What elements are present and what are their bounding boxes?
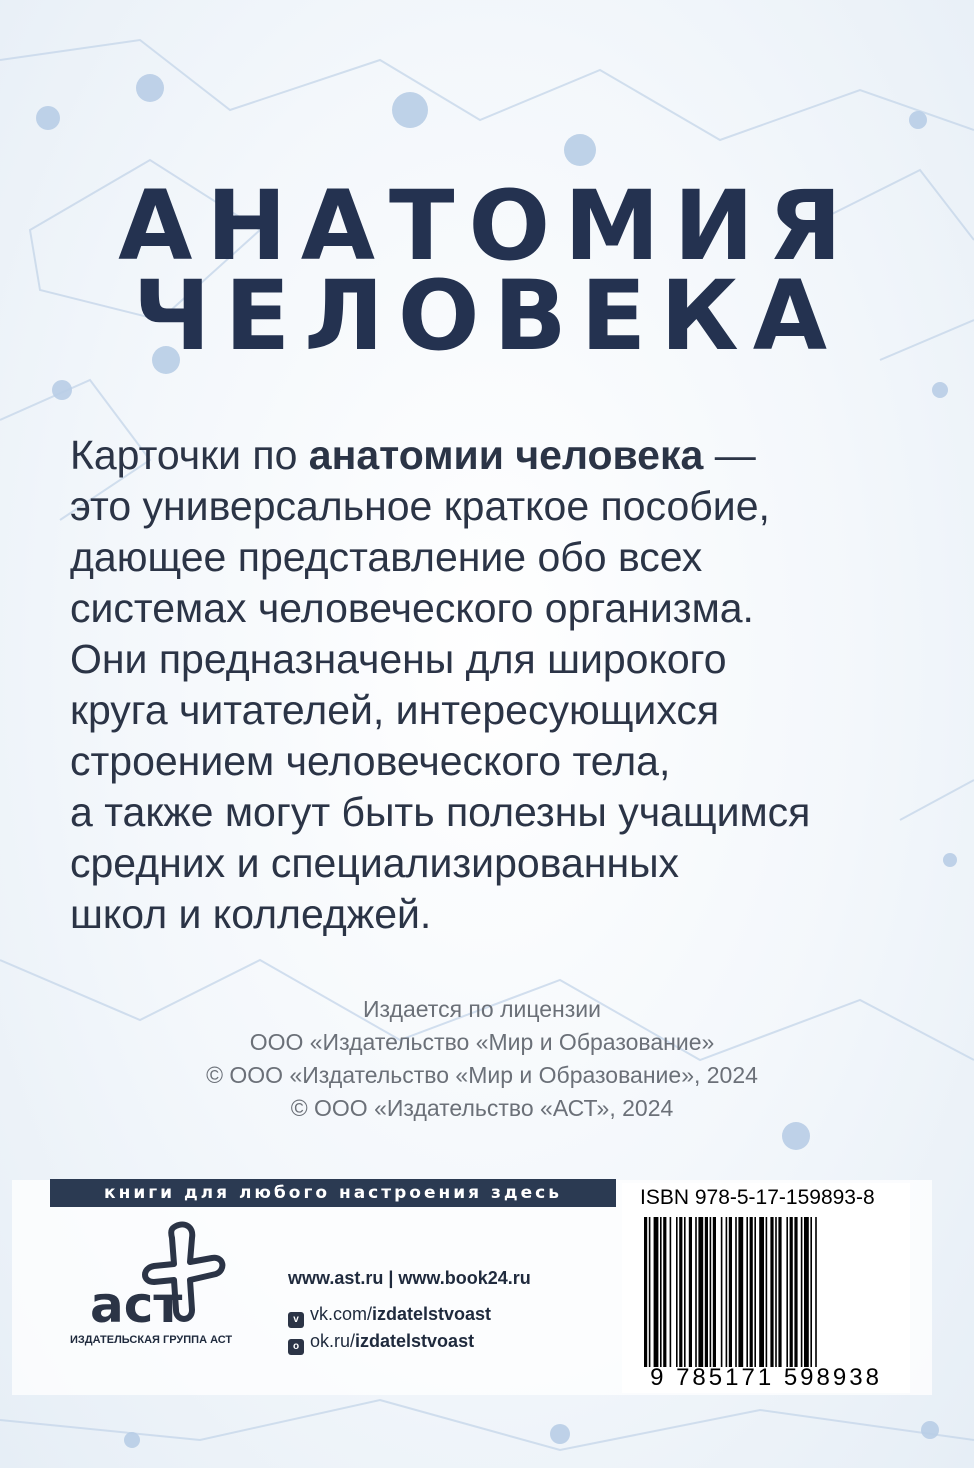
logo-text: аст — [90, 1276, 183, 1328]
barcode-bar — [644, 1217, 647, 1367]
description-text — [70, 430, 950, 940]
barcode-bar — [766, 1217, 768, 1367]
barcode-bar — [713, 1217, 716, 1367]
barcode-bar — [676, 1217, 678, 1367]
barcode-bar — [735, 1217, 737, 1367]
barcode-bar — [729, 1217, 732, 1367]
barcode-bar — [815, 1217, 817, 1367]
description-line: школ и колледжей. — [70, 891, 432, 937]
ok-link[interactable]: o ok.ru/izdatelstvoast — [288, 1331, 474, 1355]
barcode-bar — [705, 1217, 708, 1367]
ast-logo — [80, 1218, 240, 1328]
barcode-bar — [663, 1217, 666, 1367]
description-line: а также могут быть полезны учащимся — [70, 789, 811, 835]
barcode-bar — [750, 1217, 753, 1367]
vk-link[interactable]: v vk.com/izdatelstvoast — [288, 1304, 491, 1328]
barcode-bar — [754, 1217, 756, 1367]
title-line-1: АНАТОМИЯ — [118, 170, 856, 282]
license-line: ООО «Издательство «Мир и Образование» — [249, 1029, 715, 1055]
description-bold: анатомии человека — [308, 432, 704, 478]
description-line: это универсальное краткое пособие, — [70, 483, 770, 529]
barcode-bar — [670, 1217, 672, 1367]
description-line: Они предназначены для широкого — [70, 636, 727, 682]
vk-icon: v — [288, 1312, 304, 1328]
description-line: средних и специализированных — [70, 840, 680, 886]
title-line-2: ЧЕЛОВЕКА — [132, 260, 841, 372]
description-line: системах человеческого организма. — [70, 585, 754, 631]
barcode-bar — [786, 1217, 788, 1367]
barcode-bar — [710, 1217, 712, 1367]
barcode-bar — [759, 1217, 764, 1367]
barcode-bar — [778, 1217, 781, 1367]
barcode-bar — [790, 1217, 793, 1367]
description-line: дающее представление обо всех — [70, 534, 703, 580]
barcode-bar — [721, 1217, 723, 1367]
license-line: Издается по лицензии — [363, 996, 601, 1022]
barcode-bar — [804, 1217, 809, 1367]
barcode-bar — [684, 1217, 686, 1367]
barcode-bar — [738, 1217, 743, 1367]
barcode-bar — [794, 1217, 797, 1367]
license-info — [0, 993, 964, 1125]
license-line: © ООО «Издательство «Мир и Образование», 2024 — [206, 1062, 758, 1088]
website-links[interactable]: www.ast.ru | www.book24.ru — [288, 1268, 531, 1288]
barcode-bar — [746, 1217, 748, 1367]
barcode — [640, 1217, 906, 1367]
description-line: Карточки по анатомии человека — — [70, 432, 756, 478]
barcode-bar — [810, 1217, 812, 1367]
description-line: круга читателей, интересующихся — [70, 687, 720, 733]
barcode-bar — [775, 1217, 777, 1367]
ok-icon: o — [288, 1339, 304, 1355]
barcode-digits: 9 785171 598938 — [650, 1364, 882, 1391]
barcode-bar — [698, 1217, 703, 1367]
slogan-banner: книги для любого настроения здесь — [50, 1179, 616, 1207]
barcode-bar — [660, 1217, 662, 1367]
description-line: строением человеческого тела, — [70, 738, 671, 784]
barcode-bar — [801, 1217, 803, 1367]
barcode-bar — [649, 1217, 651, 1367]
barcode-bar — [689, 1217, 692, 1367]
license-line: © ООО «Издательство «АСТ», 2024 — [290, 1095, 674, 1121]
barcode-bar — [695, 1217, 697, 1367]
isbn-label: ISBN 978-5-17-159893-8 — [640, 1186, 875, 1209]
barcode-bar — [679, 1217, 682, 1367]
publisher-caption: ИЗДАТЕЛЬСКАЯ ГРУППА АСТ — [70, 1334, 233, 1346]
barcode-bar — [770, 1217, 773, 1367]
barcode-bar — [654, 1217, 659, 1367]
barcode-bar — [726, 1217, 728, 1367]
